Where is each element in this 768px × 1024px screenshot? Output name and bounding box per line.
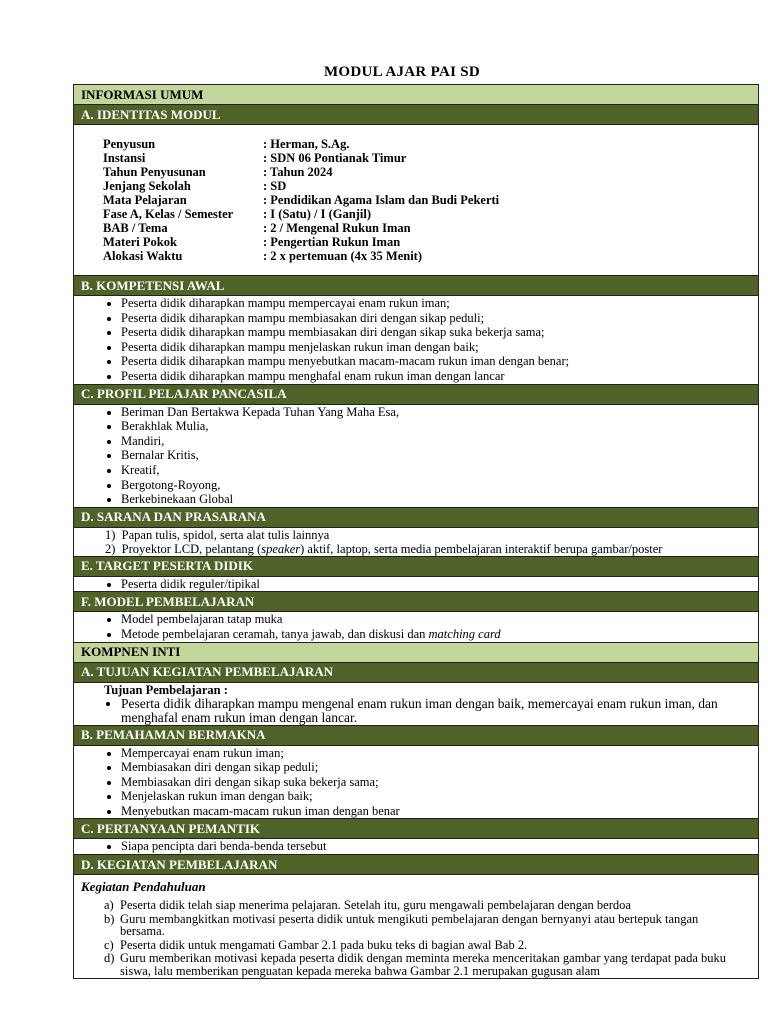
identitas-row: Instansi : SDN 06 Pontianak Timur bbox=[103, 151, 407, 165]
list-item: • Peserta didik diharapkan mampu menyebutkan macam-macam rukun iman dengan benar; bbox=[121, 354, 758, 369]
tujuan-block bbox=[74, 683, 758, 726]
profil-block bbox=[74, 405, 758, 508]
document-title: MODUL AJAR PAI SD bbox=[323, 64, 481, 80]
list-item: • Mempercayai enam rukun iman; bbox=[121, 746, 758, 761]
section-informasi-umum: INFORMASI UMUM bbox=[74, 85, 758, 105]
list-item: 1) Papan tulis, spidol, serta alat tulis lainnya bbox=[105, 527, 330, 542]
list-item: • Metode pembelajaran ceramah, tanya jawab, dan diskusi dan matching card bbox=[121, 627, 758, 642]
list-item: 2) Proyektor LCD, pelantang (speaker) aktif, laptop, serta media pembelajaran interaktif berupa gambar/poster bbox=[105, 541, 663, 556]
identitas-row: Materi Pokok : Pengertian Rukun Iman bbox=[103, 235, 401, 249]
list-item: • Mandiri, bbox=[121, 434, 758, 449]
identitas-row: Fase A, Kelas / Semester : I (Satu) / I (Ganjil) bbox=[103, 207, 371, 221]
list-item: • Peserta didik diharapkan mampu membiasakan diri dengan sikap peduli; bbox=[121, 311, 758, 326]
identitas-row: BAB / Tema : 2 / Mengenal Rukun Iman bbox=[103, 221, 411, 235]
list-item: • Berakhlak Mulia, bbox=[121, 419, 758, 434]
kegiatan-block bbox=[74, 875, 758, 977]
identitas-row: Alokasi Waktu : 2 x pertemuan (4x 35 Menit) bbox=[103, 249, 422, 263]
section-pertanyaan-pemantik: C. PERTANYAAN PEMANTIK bbox=[74, 819, 758, 839]
list-item: • Kreatif, bbox=[121, 463, 758, 478]
module-table bbox=[73, 84, 759, 979]
section-pemahaman-bermakna: B. PEMAHAMAN BERMAKNA bbox=[74, 726, 758, 746]
identitas-row: Mata Pelajaran : Pendidikan Agama Islam dan Budi Pekerti bbox=[103, 193, 500, 207]
list-item: a) Peserta didik telah siap menerima pelajaran. Setelah itu, guru mengawali pembelajaran dengan berdoa bbox=[104, 898, 631, 913]
kegiatan-subheading: Kegiatan Pendahuluan bbox=[81, 879, 206, 895]
section-sarana-prasarana: D. SARANA DAN PRASARANA bbox=[74, 508, 758, 528]
identitas-row: Tahun Penyusunan : Tahun 2024 bbox=[103, 165, 333, 179]
list-item: b) Guru membangkitkan motivasi peserta didik untuk mengikuti pembelajaran dengan bernyanyi atau bertepuk tangan bersama. bbox=[104, 911, 699, 939]
section-identitas-modul: A. IDENTITAS MODUL bbox=[74, 105, 758, 125]
list-item: • Bergotong-Royong, bbox=[121, 478, 758, 493]
list-item: • Menjelaskan rukun iman dengan baik; bbox=[121, 789, 758, 804]
list-item: • Peserta didik diharapkan mampu membiasakan diri dengan sikap suka bekerja sama; bbox=[121, 325, 758, 340]
section-komponen-inti: KOMPNEN INTI bbox=[74, 643, 758, 663]
list-item: • Bernalar Kritis, bbox=[121, 448, 758, 463]
section-kompetensi-awal: B. KOMPETENSI AWAL bbox=[74, 276, 758, 296]
section-tujuan-kegiatan: A. TUJUAN KEGIATAN PEMBELAJARAN bbox=[74, 663, 758, 683]
list-item: • Peserta didik diharapkan mampu mengenal enam rukun iman dengan baik, memercayai enam rukun iman, dan menghafal enam rukun iman dengan lancar. bbox=[121, 697, 758, 725]
list-item: • Membiasakan diri dengan sikap suka bekerja sama; bbox=[121, 775, 758, 790]
pertanyaan-block bbox=[74, 839, 758, 855]
sarana-block bbox=[74, 528, 758, 557]
list-item: • Menyebutkan macam-macam rukun iman dengan benar bbox=[121, 804, 758, 819]
model-block bbox=[74, 612, 758, 642]
list-item: • Membiasakan diri dengan sikap peduli; bbox=[121, 760, 758, 775]
list-item: • Beriman Dan Bertakwa Kepada Tuhan Yang Maha Esa, bbox=[121, 405, 758, 420]
section-profil-pancasila: C. PROFIL PELAJAR PANCASILA bbox=[74, 385, 758, 405]
list-item: • Peserta didik diharapkan mampu mempercayai enam rukun iman; bbox=[121, 296, 758, 311]
list-item: • Model pembelajaran tatap muka bbox=[121, 612, 758, 627]
section-model-pembelajaran: F. MODEL PEMBELAJARAN bbox=[74, 592, 758, 612]
list-item: d) Guru memberikan motivasi kepada peserta didik dengan meminta mereka menceritakan gambar yang terdapat pada buku siswa, lalu memberikan penguatan kepada mereka bahwa Gambar 2.1 merupakan gugusan alam bbox=[104, 951, 727, 978]
section-target-peserta: E. TARGET PESERTA DIDIK bbox=[74, 557, 758, 577]
list-item: • Peserta didik reguler/tipikal bbox=[121, 577, 758, 592]
list-item: • Peserta didik diharapkan mampu menjelaskan rukun iman dengan baik; bbox=[121, 340, 758, 355]
kompetensi-block bbox=[74, 296, 758, 385]
section-kegiatan-pembelajaran: D. KEGIATAN PEMBELAJARAN bbox=[74, 855, 758, 875]
pemahaman-block bbox=[74, 746, 758, 820]
list-item: c) Peserta didik untuk mengamati Gambar 2.1 pada buku teks di bagian awal Bab 2. bbox=[104, 937, 528, 952]
tujuan-subheading: Tujuan Pembelajaran : bbox=[104, 682, 228, 697]
identitas-row: Jenjang Sekolah : SD bbox=[103, 179, 287, 193]
target-block bbox=[74, 577, 758, 593]
list-item: • Siapa pencipta dari benda-benda tersebut bbox=[121, 839, 758, 854]
list-item: • Berkebinekaan Global bbox=[121, 492, 758, 507]
list-item: • Peserta didik diharapkan mampu menghafal enam rukun iman dengan lancar bbox=[121, 369, 758, 384]
identitas-row: Penyusun : Herman, S.Ag. bbox=[103, 137, 350, 151]
identitas-block bbox=[74, 125, 758, 276]
